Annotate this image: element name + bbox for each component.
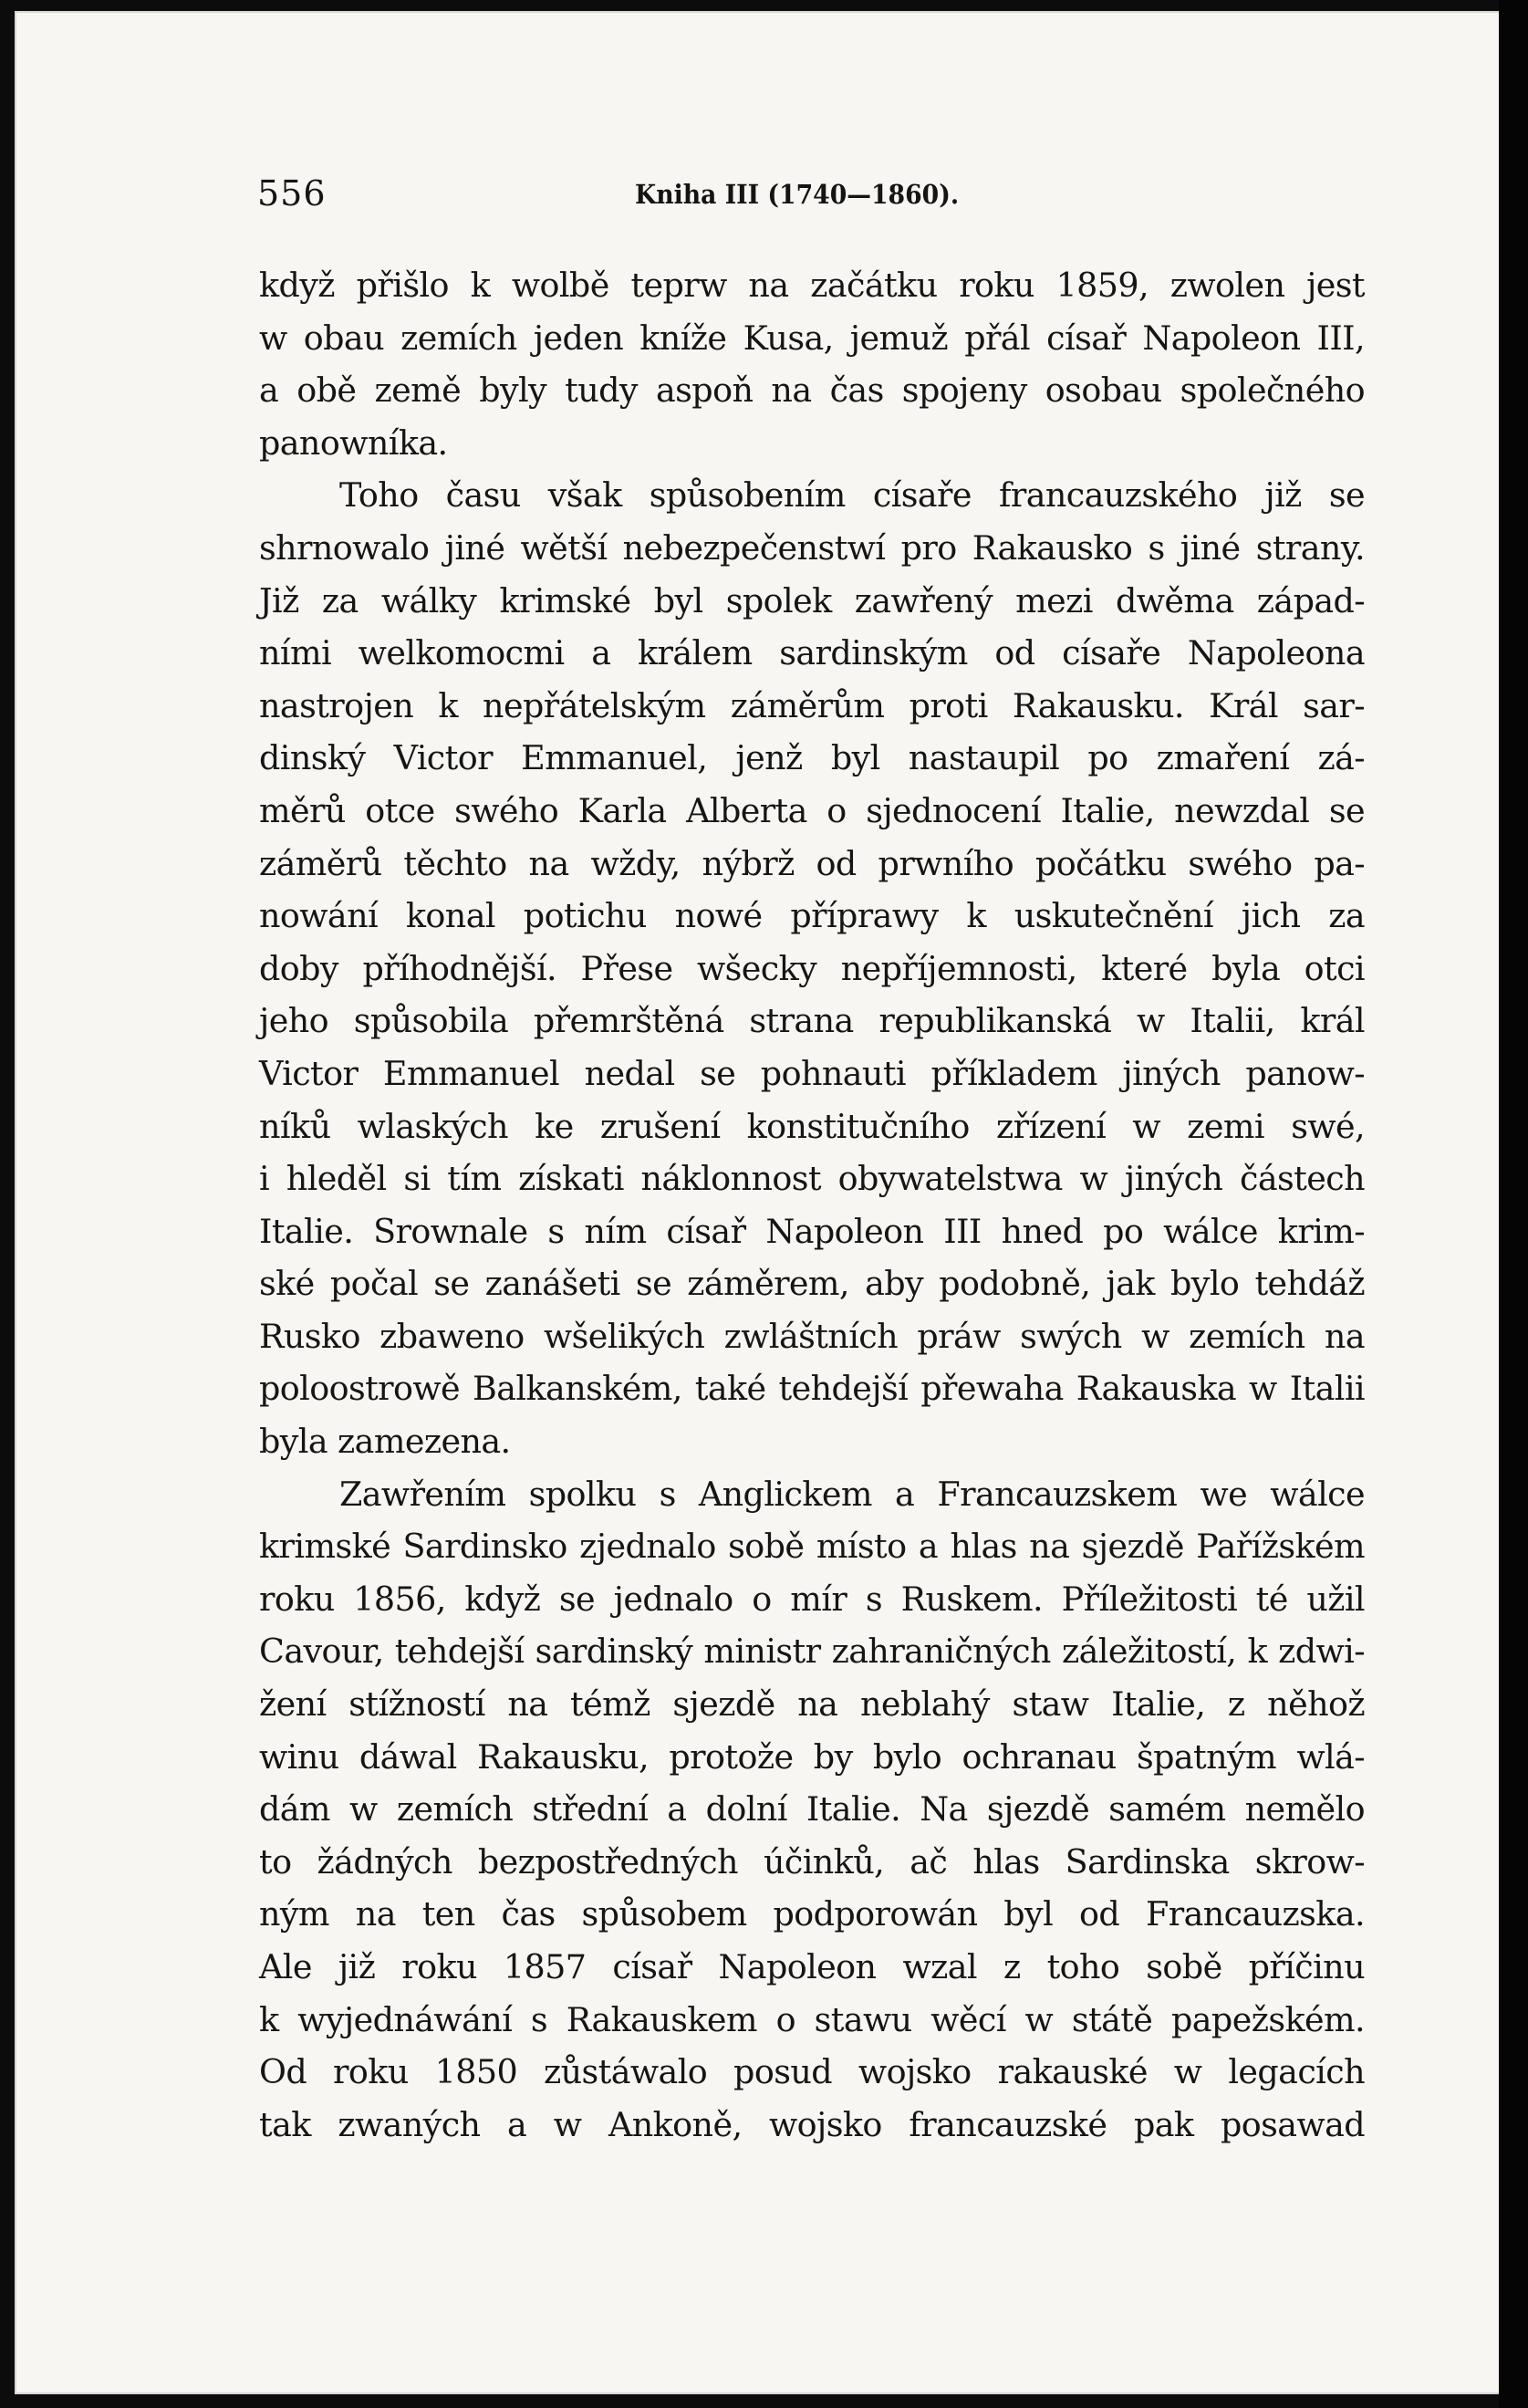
text-line: měrů otce swého Karla Alberta o sjednocení Italie, newzdal se [259, 790, 1365, 830]
text-line: shrnowalo jiné wětší nebezpečenstwí pro Rakausko s jiné strany. [259, 527, 1365, 568]
text-line: Toho času však spůsobením císaře francauzského již se [339, 475, 1365, 516]
text-line: ními welkomocmi a králem sardinským od císaře Napoleona [259, 633, 1365, 673]
text-line: i hleděl si tím získati náklonnost obywatelstwa w jiných částech [259, 1159, 1365, 1199]
text-line: Cavour, tehdejší sardinský ministr zahraničných záležitostí, k zdwi- [259, 1631, 1365, 1672]
text-line: Zawřením spolku s Anglickem a Francauzskem we wálce [339, 1474, 1365, 1514]
text-line: to žádných bezpostředných účinků, ač hlas Sardinska skrow- [259, 1841, 1365, 1882]
text-line: a obě země byly tudy aspoň na čas spojeny osobau společného [259, 370, 1365, 411]
text-line: poloostrowě Balkanském, také tehdejší přewaha Rakauska w Italii [259, 1369, 1365, 1409]
body-text [259, 259, 1365, 2151]
text-line: když přišlo k wolbě teprw na začátku roku 1859, zwolen jest [259, 266, 1365, 305]
text-line: Ale již roku 1857 císař Napoleon wzal z toho sobě příčinu [259, 1947, 1365, 1986]
text-line: záměrů těchto na wždy, nýbrž od prwního počátku swého pa- [259, 843, 1365, 883]
text-line: w obau zemích jeden kníže Kusa, jemuž přál císař Napoleon III, [259, 318, 1365, 358]
page-number: 556 [257, 173, 327, 214]
text-line: Od roku 1850 zůstáwalo posud wojsko rakauské w legacích [259, 2052, 1365, 2092]
text-line: ným na ten čas spůsobem podporowán byl od Francauzska. [259, 1894, 1365, 1934]
text-line: Victor Emmanuel nedal se pohnauti příkladem jiných panow- [259, 1053, 1365, 1093]
page-header [257, 173, 996, 219]
text-line: ské počal se zanášeti se záměrem, aby podobně, jak bylo tehdáž [259, 1264, 1365, 1304]
text-line: nastrojen k nepřátelským záměrům proti Rakausku. Král sar- [259, 685, 1365, 725]
text-line: Rusko zbaweno wšelikých zwláštních práw swých w zemích na [259, 1316, 1365, 1356]
text-line: jeho spůsobila přemrštěná strana republikanská w Italii, král [259, 1001, 1365, 1041]
text-line: k wyjednáwání s Rakauskem o stawu wěcí w státě papežském. [259, 1999, 1365, 2039]
text-line: níků wlaských ke zrušení konstitučního zřízení w zemi swé, [259, 1106, 1365, 1146]
text-line: winu dáwal Rakausku, protože by bylo ochranau špatným wlá- [259, 1736, 1365, 1777]
text-line: roku 1856, když se jednalo o mír s Ruskem. Příležitosti té užil [259, 1579, 1365, 1619]
scan-border [1499, 0, 1528, 2408]
text-line: Italie. Srownale s ním císař Napoleon III hned po wálce krim- [259, 1211, 1365, 1251]
text-line: krimské Sardinsko zjednalo sobě místo a hlas na sjezdě Pařížském [259, 1527, 1365, 1567]
text-line: žení stížností na témž sjezdě na neblahý staw Italie, z něhož [259, 1684, 1365, 1725]
text-line: Již za wálky krimské byl spolek zawřený mezi dwěma západ- [259, 580, 1365, 620]
text-line: panowníka. [259, 422, 448, 463]
text-line: dám w zemích střední a dolní Italie. Na sjezdě samém nemělo [259, 1789, 1365, 1829]
running-head: Kniha III (1740—1860). [635, 179, 960, 210]
text-line: doby příhodnější. Přese wšecky nepříjemnosti, které byla otci [259, 948, 1365, 988]
text-line: byla zamezena. [259, 1422, 511, 1462]
text-line: tak zwaných a w Ankoně, wojsko francauzské pak posawad [259, 2104, 1365, 2144]
text-line: nowání konal potichu nowé příprawy k uskutečnění jich za [259, 896, 1365, 936]
text-line: dinský Victor Emmanuel, jenž byl nastaupil po zmaření zá- [259, 738, 1365, 778]
book-page [16, 13, 1499, 2392]
